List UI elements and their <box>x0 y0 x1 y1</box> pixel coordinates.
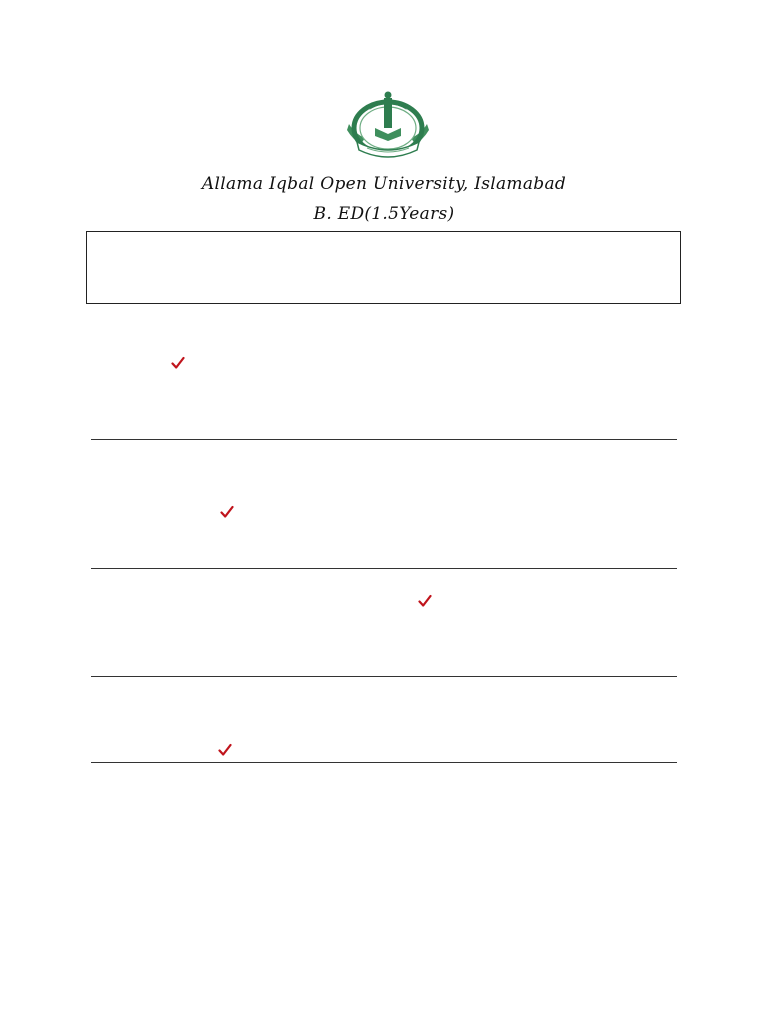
separator-line <box>91 762 677 763</box>
separator-line <box>91 676 677 677</box>
program-title: B. ED(1.5Years) <box>313 204 455 224</box>
university-title: Allama Iqbal Open University, Islamabad <box>201 174 567 194</box>
student-info-box <box>86 231 681 304</box>
separator-line <box>91 439 677 440</box>
separator-line <box>91 568 677 569</box>
checkmark-icon <box>418 594 432 608</box>
university-seal-icon <box>345 84 431 164</box>
checkmark-icon <box>171 356 185 370</box>
checkmark-icon <box>220 505 234 519</box>
checkmark-icon <box>218 743 232 757</box>
